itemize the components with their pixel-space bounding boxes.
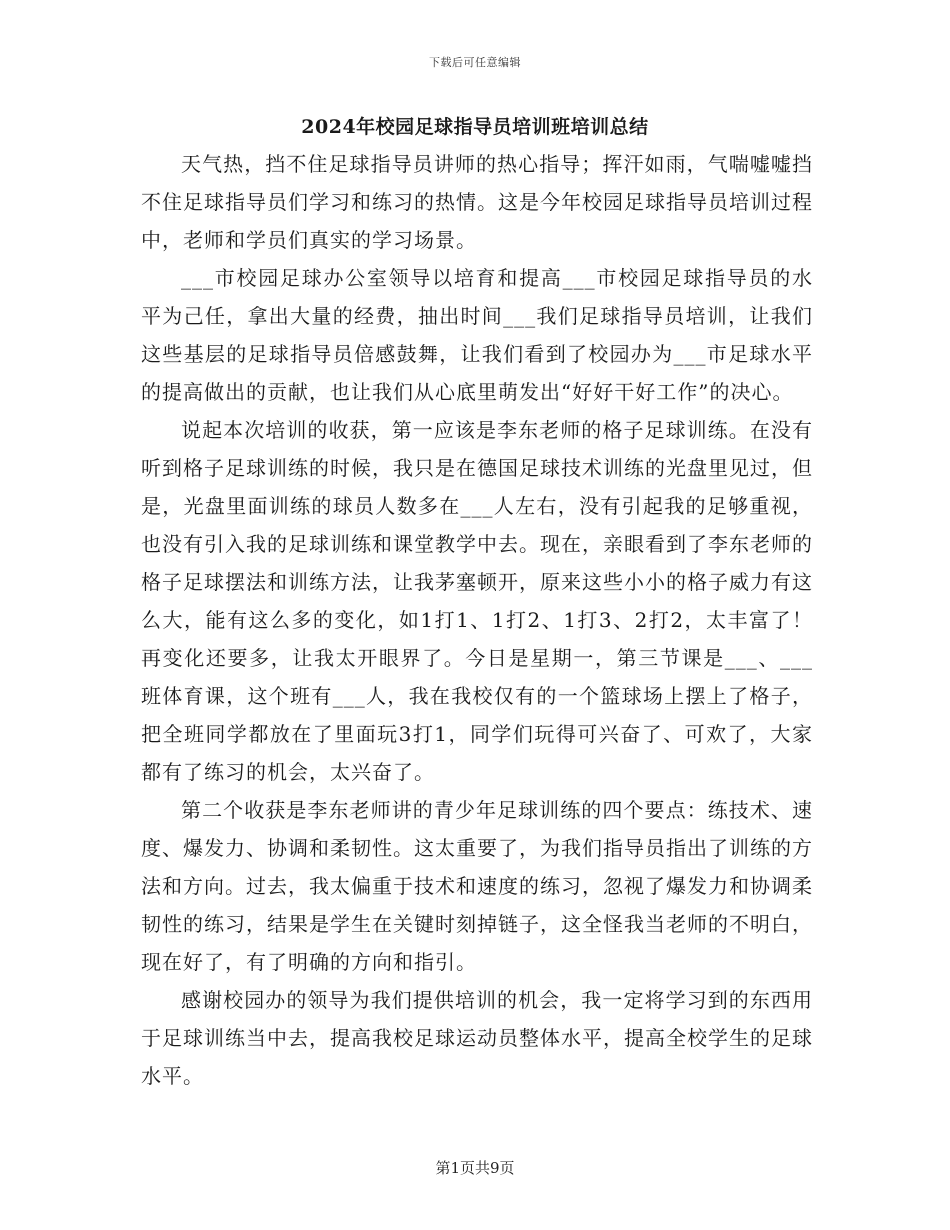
page-number-footer: 第1页共9页 [435, 1159, 515, 1177]
document-body [141, 145, 813, 1095]
paragraph-1: 天气热，挡不住足球指导员讲师的热心指导；挥汗如雨，气喘嘘嘘挡不住足球指导员们学习和练习的热情。这是今年校园足球指导员培训过程中，老师和学员们真实的学习场景。 [141, 152, 813, 252]
paragraph-3: 说起本次培训的收获，第一应该是李东老师的格子足球训练。在没有听到格子足球训练的时候，我只是在德国足球技术训练的光盘里见过，但是，光盘里面训练的球员人数多在___人左右，没有引起我的足够重视，也没有引入我的足球训练和课堂教学中去。现在，亲眼看到了李东老师的格子足球摆法和训练方法，让我茅塞顿开，原来这些小小的格子威力有这么大，能有这么多的变化，如1打1、1打2、1打3、2打2，太丰富了！再变化还要多，让我太开眼界了。今日是星期一，第三节课是___、___班体育课，这个班有___人，我在我校仅有的一个篮球场上摆上了格子，把全班同学都放在了里面玩3打1，同学们玩得可兴奋了、可欢了，大家都有了练习的机会，太兴奋了。 [141, 418, 813, 784]
paragraph-5: 感谢校园办的领导为我们提供培训的机会，我一定将学习到的东西用于足球训练当中去，提高我校足球运动员整体水平，提高全校学生的足球水平。 [141, 988, 813, 1088]
paragraph-4: 第二个收获是李东老师讲的青少年足球训练的四个要点：练技术、速度、爆发力、协调和柔韧性。这太重要了，为我们指导员指出了训练的方法和方向。过去，我太偏重于技术和速度的练习，忽视了爆发力和协调柔韧性的练习，结果是学生在关键时刻掉链子，这全怪我当老师的不明白，现在好了，有了明确的方向和指引。 [141, 798, 813, 974]
paragraph-2: ___市校园足球办公室领导以培育和提高___市校园足球指导员的水平为己任，拿出大量的经费，抽出时间___我们足球指导员培训，让我们这些基层的足球指导员倍感鼓舞，让我们看到了校园办为___市足球水平的提高做出的贡献，也让我们从心底里萌发出“好好干好工作”的决心。 [141, 266, 813, 404]
page-header-note: 下载后可任意编辑 [429, 56, 521, 69]
document-title: 2024年校园足球指导员培训班培训总结 [301, 116, 649, 138]
